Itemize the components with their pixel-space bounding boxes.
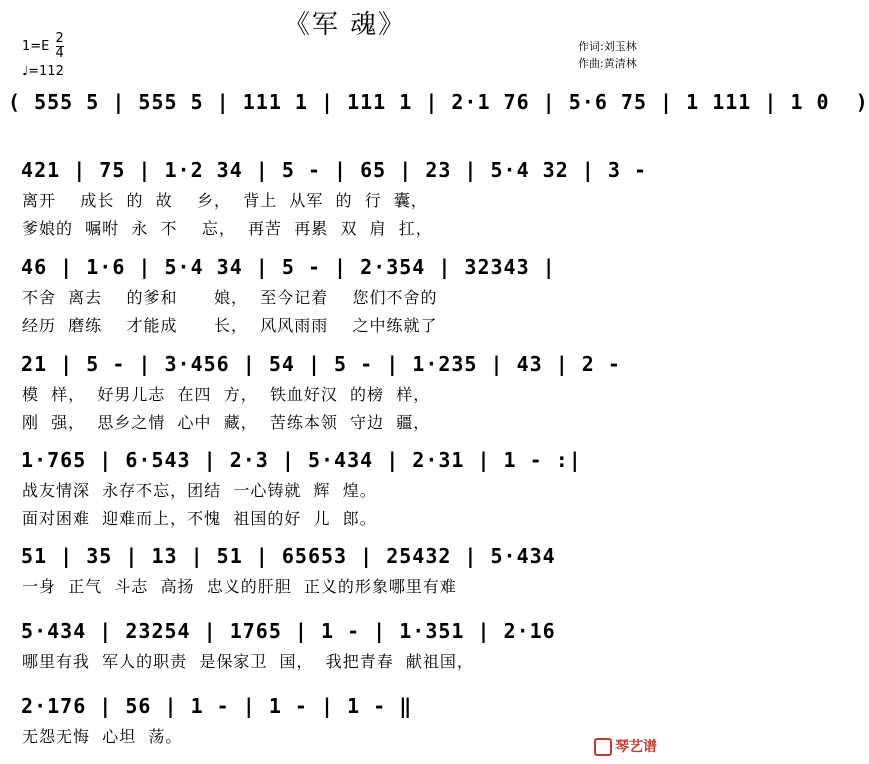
tempo-marking: ♩=112 xyxy=(22,64,64,79)
lyric-line-8-verse-1: 无怨无悔 心坦 荡。 xyxy=(22,727,183,746)
lyric-line-5-verse-1: 战友情深 永存不忘，团结 一心铸就 辉 煌。 xyxy=(22,481,377,500)
lyric-line-3-verse-2: 经历 磨练 才能成 长， 风风雨雨 之中练就了 xyxy=(22,316,438,335)
lyric-line-5-verse-2: 面对困难 迎难而上，不愧 祖国的好 儿 郎。 xyxy=(22,509,377,528)
lyricist-credit: 作词:刘玉林 xyxy=(578,40,637,53)
time-signature xyxy=(56,32,64,61)
lyric-line-4-verse-2: 刚 强， 思乡之情 心中 藏， 苦练本领 守边 疆， xyxy=(22,413,431,432)
notation-line-4: 21 | 5 - | 3·456 | 54 | 5 - | 1·235 | 43 | 2 - xyxy=(8,352,621,376)
lyric-line-4-verse-1: 模 样， 好男儿志 在四 方， 铁血好汉 的榜 样， xyxy=(22,385,431,404)
time-sig-top: 2 xyxy=(55,31,64,46)
lyric-line-2-verse-2: 爹娘的 嘱咐 永 不 忘， 再苦 再累 双 肩 扛， xyxy=(22,219,433,238)
lyric-line-6-verse-1: 一身 正气 斗志 高扬 忠义的肝胆 正义的形象哪里有难 xyxy=(22,577,457,596)
watermark-logo-icon xyxy=(594,738,612,756)
notation-line-6: 51 | 35 | 13 | 51 | 65653 | 25432 | 5·434 xyxy=(8,544,556,568)
composer-credit: 作曲:黄清林 xyxy=(578,57,637,70)
watermark xyxy=(594,736,657,756)
time-sig-bottom: 4 xyxy=(55,46,64,61)
notation-line-3: 46 | 1·6 | 5·4 34 | 5 - | 2·354 | 32343 | xyxy=(8,255,556,279)
notation-line-2: 421 | 75 | 1·2 34 | 5 - | 65 | 23 | 5·4 32 | 3 - xyxy=(8,158,648,182)
notation-line-8: 2·176 | 56 | 1 - | 1 - | 1 - ‖ xyxy=(8,694,413,718)
lyric-line-2-verse-1: 离开 成长 的 故 乡， 背上 从军 的 行 囊， xyxy=(22,191,428,210)
notation-line-7: 5·434 | 23254 | 1765 | 1 - | 1·351 | 2·16 xyxy=(8,619,556,643)
notation-line-1: ( 555 5 | 555 5 | 111 1 | 111 1 | 2·1 76 | 5·6 75 | 1 111 | 1 0 ) xyxy=(8,90,869,114)
key-signature xyxy=(22,32,64,61)
lyric-line-7-verse-1: 哪里有我 军人的职责 是保家卫 国， 我把青春 献祖国， xyxy=(22,652,474,671)
page-title: 《军 魂》 xyxy=(283,10,407,40)
key-label: 1=E xyxy=(22,39,50,54)
watermark-text: 琴艺谱 xyxy=(615,739,657,755)
lyric-line-3-verse-1: 不舍 离去 的爹和 娘， 至今记着 您们不舍的 xyxy=(22,288,438,307)
notation-line-5: 1·765 | 6·543 | 2·3 | 5·434 | 2·31 | 1 - :| xyxy=(8,448,582,472)
